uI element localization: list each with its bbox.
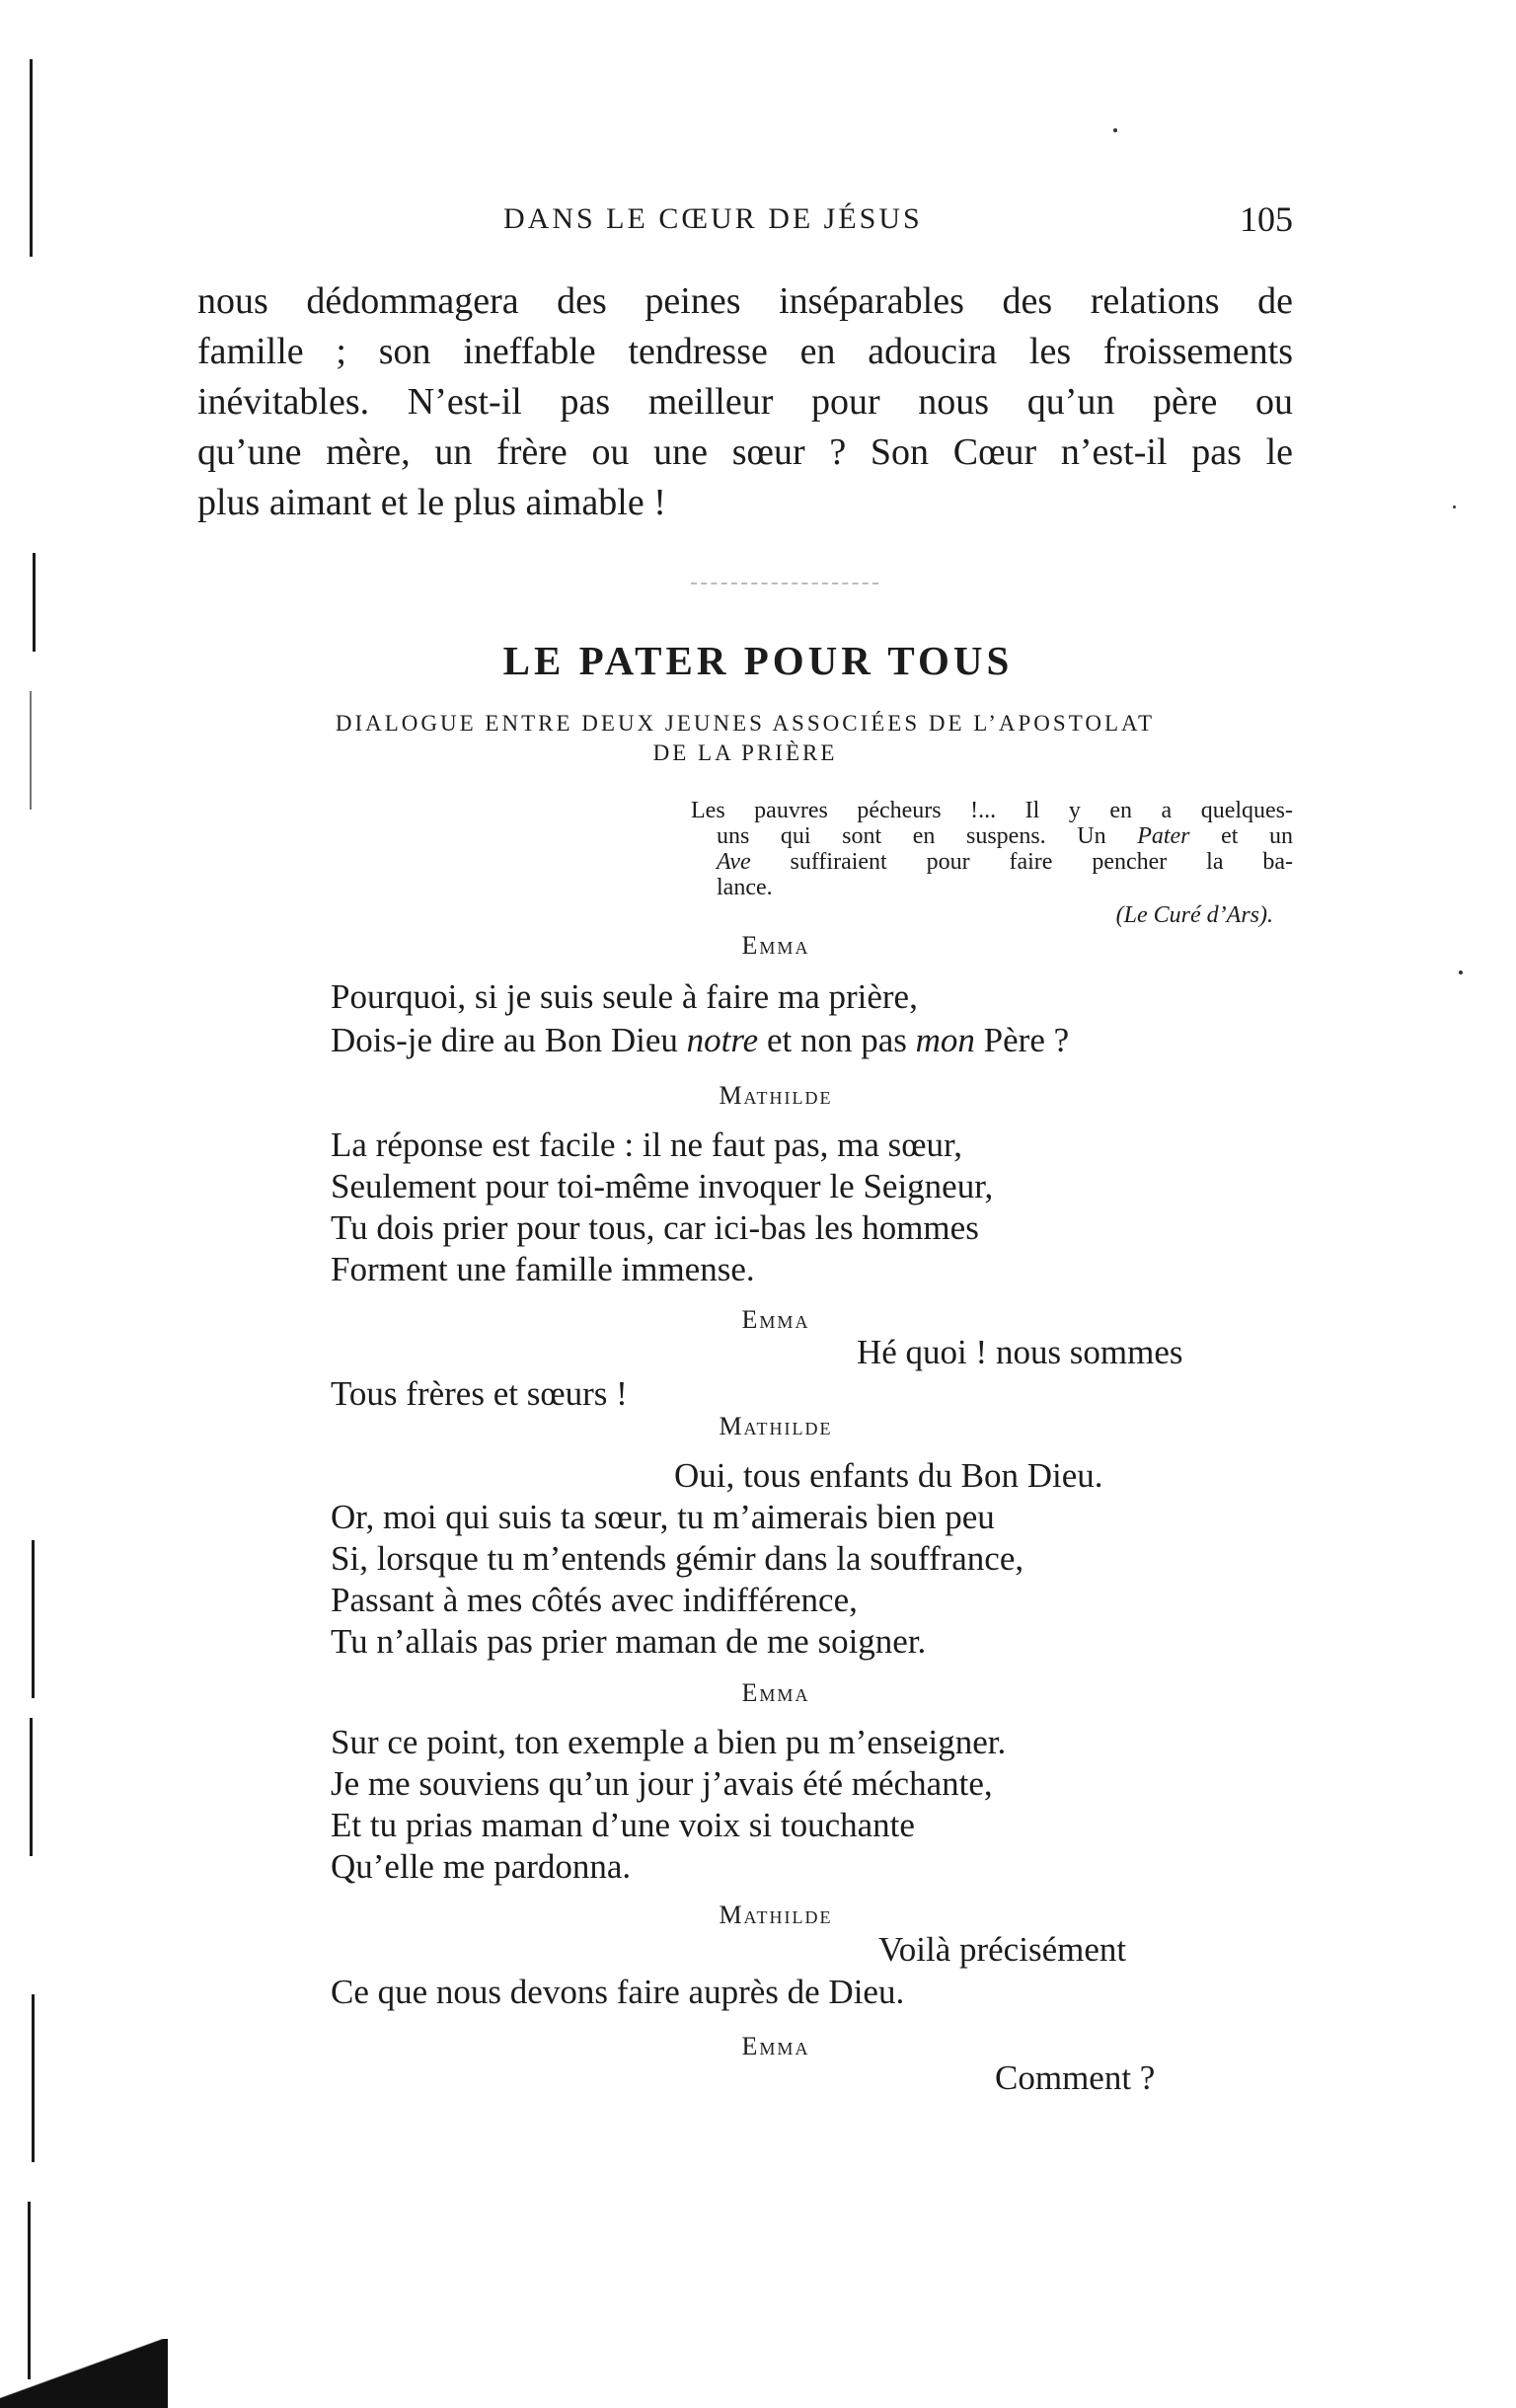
section-separator	[691, 583, 878, 586]
section-subtitle	[197, 709, 1293, 768]
verse-emphasis: mon	[915, 1021, 975, 1059]
scan-edge-mark	[30, 59, 33, 257]
scan-corner-shadow	[0, 2339, 168, 2408]
prose-line: famille ; son ineffable tendresse en adoucira les froissements	[197, 331, 1293, 372]
prose-line: plus aimant et le plus aimable !	[197, 482, 666, 523]
scan-edge-mark	[32, 1540, 35, 1698]
epigraph	[691, 798, 1293, 928]
verse-line: Seulement pour toi-même invoquer le Seigneur,	[331, 1167, 994, 1205]
scan-speck	[1453, 505, 1456, 508]
prose-line: nous dédommagera des peines inséparables des relations de	[197, 280, 1293, 322]
prose-line: inévitables. N’est-il pas meilleur pour nous qu’un père ou	[197, 381, 1293, 423]
verse-line: Oui, tous enfants du Bon Dieu.	[674, 1456, 1103, 1495]
section-title: LE PATER POUR TOUS	[502, 638, 1014, 683]
verse-line: La réponse est facile : il ne faut pas, ma sœur,	[331, 1126, 963, 1164]
speaker-label: Mathilde	[719, 1901, 833, 1929]
running-head	[197, 199, 1293, 242]
epigraph-text: uns qui sont en suspens. Un	[717, 823, 1138, 849]
epigraph-line	[691, 849, 1293, 875]
verse-line: Et tu prias maman d’une voix si touchante	[331, 1806, 915, 1844]
subtitle-line: DIALOGUE ENTRE DEUX JEUNES ASSOCIÉES DE L’APOSTOLAT	[335, 711, 1156, 736]
verse-line: Je me souviens qu’un jour j’avais été méchante,	[331, 1764, 993, 1803]
speaker-label: Emma	[741, 2032, 810, 2060]
verse-line: Qu’elle me pardonna.	[331, 1847, 632, 1886]
speaker-label: Emma	[741, 1678, 810, 1707]
scan-edge-mark	[30, 1718, 33, 1856]
verse-line: Pourquoi, si je suis seule à faire ma prière,	[331, 977, 918, 1016]
running-title: DANS LE CŒUR DE JÉSUS	[503, 202, 923, 235]
speaker-label: Emma	[741, 1305, 810, 1334]
speaker-label: Mathilde	[719, 1081, 833, 1110]
scan-edge-mark	[32, 1994, 35, 2162]
verse-line: Tous frères et sœurs !	[331, 1374, 628, 1413]
scan-speck	[1459, 971, 1463, 974]
verse-line: Forment une famille immense.	[331, 1250, 755, 1288]
verse-line: Passant à mes côtés avec indifférence,	[331, 1581, 858, 1619]
speaker-label: Emma	[741, 931, 810, 960]
verse-text: Père ?	[974, 1021, 1070, 1059]
epigraph-line: lance.	[717, 875, 773, 900]
verse-line: Sur ce point, ton exemple a bien pu m’enseigner.	[331, 1723, 1007, 1761]
epigraph-line: Les pauvres pécheurs !... Il y en a quelques-	[691, 798, 1293, 823]
epigraph-emphasis: Pater	[1137, 823, 1190, 849]
page-number: 105	[1240, 199, 1293, 239]
verse-line: Tu dois prier pour tous, car ici-bas les hommes	[331, 1208, 979, 1247]
verse-emphasis: notre	[686, 1021, 759, 1059]
verse-text: et non pas	[758, 1021, 916, 1059]
verse-line: Or, moi qui suis ta sœur, tu m’aimerais bien peu	[331, 1498, 995, 1536]
verse-line: Tu n’allais pas prier maman de me soigner.	[331, 1622, 927, 1661]
subtitle-line: DE LA PRIÈRE	[652, 740, 838, 765]
epigraph-emphasis: Ave	[717, 849, 751, 875]
verse-line: Comment ?	[995, 2058, 1156, 2097]
prose-paragraph	[197, 276, 1293, 528]
speaker-label: Mathilde	[719, 1412, 833, 1440]
verse-line: Ce que nous devons faire auprès de Dieu.	[331, 1973, 905, 2011]
prose-line: qu’une mère, un frère ou une sœur ? Son Cœur n’est-il pas le	[197, 431, 1293, 473]
verse-line	[331, 1021, 1069, 1060]
epigraph-line	[691, 823, 1293, 849]
epigraph-text: suffiraient pour faire pencher la ba-	[750, 849, 1293, 875]
epigraph-text: et un	[1189, 823, 1294, 849]
scan-edge-mark	[30, 691, 32, 810]
verse-line: Voilà précisément	[878, 1930, 1127, 1969]
epigraph-attribution: (Le Curé d’Ars).	[1115, 902, 1273, 928]
verse-text: Dois-je dire au Bon Dieu	[331, 1021, 687, 1059]
verse-line: Hé quoi ! nous sommes	[857, 1333, 1183, 1371]
scan-speck	[1113, 128, 1117, 132]
verse-line: Si, lorsque tu m’entends gémir dans la souffrance,	[331, 1539, 1024, 1578]
